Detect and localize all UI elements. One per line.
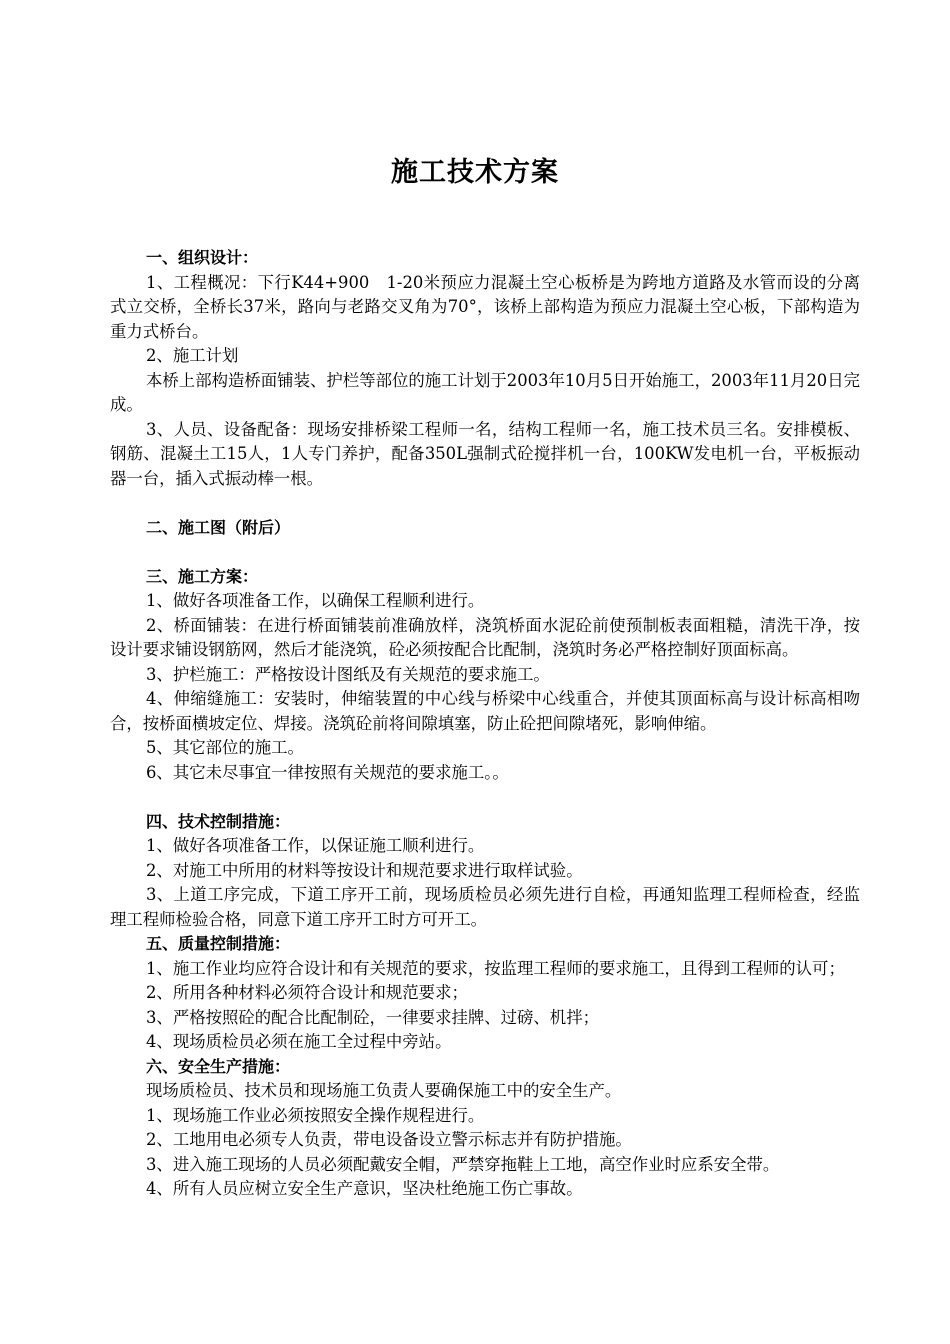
paragraph: 1、现场施工作业必须按照安全操作规程进行。 xyxy=(146,1105,485,1125)
paragraph: 现场质检员、技术员和现场施工负责人要确保施工中的安全生产。 xyxy=(146,1081,622,1100)
paragraph: 4、伸缩缝施工：安装时，伸缩装置的中心线与桥梁中心线重合，并使其顶面标高与设计标高相吻合，按桥面横坡定位、焊接。浇筑砼前将间隙填塞，防止砼把间隙堵死，影响伸缩。 xyxy=(110,689,860,733)
section-technical-control xyxy=(110,810,860,933)
document-body xyxy=(110,246,860,1202)
section-construction-plan xyxy=(110,565,860,786)
spacer xyxy=(110,785,860,810)
section-heading: 二、施工图（附后） xyxy=(146,517,291,537)
paragraph: 4、所有人员应树立安全生产意识，坚决杜绝施工伤亡事故。 xyxy=(146,1179,583,1198)
paragraph: 3、严格按照砼的配合比配制砼，一律要求挂牌、过磅、机拌； xyxy=(146,1007,599,1027)
document-title: 施工技术方案 xyxy=(391,157,559,188)
paragraph: 3、人员、设备配备：现场安排桥梁工程师一名，结构工程师一名，施工技术员三名。安排模板、钢筋、混凝土工15人，1人专门养护，配备350L强制式砼搅拌机一台，100KW发电机一台，平板振动器一台，插入式振动棒一根。 xyxy=(110,419,860,488)
section-heading: 四、技术控制措施： xyxy=(146,811,291,831)
paragraph: 2、所用各种材料必须符合设计和规范要求； xyxy=(146,983,468,1002)
paragraph: 3、进入施工现场的人员必须配戴安全帽，严禁穿拖鞋上工地，高空作业时应系安全带。 xyxy=(146,1154,780,1174)
spacer xyxy=(110,540,860,565)
paragraph: 1、施工作业均应符合设计和有关规范的要求，按监理工程师的要求施工，且得到工程师的认可； xyxy=(146,958,845,978)
paragraph: 2、施工计划 xyxy=(146,346,239,365)
paragraph: 3、上道工序完成，下道工序开工前，现场质检员必须先进行自检，再通知监理工程师检查，经监理工程师检验合格，同意下道工序开工时方可开工。 xyxy=(110,885,860,929)
section-drawings xyxy=(110,516,860,541)
paragraph: 本桥上部构造桥面铺装、护栏等部位的施工计划于2003年10月5日开始施工，2003年11月20日完成。 xyxy=(110,370,860,414)
paragraph: 5、其它部位的施工。 xyxy=(146,738,304,757)
section-heading: 六、安全生产措施： xyxy=(146,1056,291,1076)
paragraph: 4、现场质检员必须在施工全过程中旁站。 xyxy=(146,1032,452,1051)
section-heading: 三、施工方案： xyxy=(146,566,259,586)
spacer xyxy=(110,491,860,516)
paragraph: 3、护栏施工：严格按设计图纸及有关规范的要求施工。 xyxy=(146,664,550,684)
paragraph: 6、其它未尽事宜一律按照有关规范的要求施工。。 xyxy=(146,762,509,782)
paragraph: 2、对施工中所用的材料等按设计和规范要求进行取样试验。 xyxy=(146,860,583,880)
section-safety xyxy=(110,1055,860,1202)
section-heading: 五、质量控制措施： xyxy=(146,934,291,953)
paragraph: 1、工程概况：下行K44+900 1-20米预应力混凝土空心板桥是为跨地方道路及水管而设的分离式立交桥，全桥长37米，路向与老路交叉角为70°，该桥上部构造为预应力混凝土空心板，下部构造为重力式桥台。 xyxy=(110,272,860,341)
paragraph: 1、做好各项准备工作，以确保工程顺利进行。 xyxy=(146,591,485,610)
section-quality-control xyxy=(110,932,860,1055)
paragraph: 2、桥面铺装：在进行桥面铺装前准确放样，浇筑桥面水泥砼前使预制板表面粗糙，清洗干净，按设计要求铺设钢筋网，然后才能浇筑，砼必须按配合比配制，浇筑时务必严格控制好顶面标高。 xyxy=(110,615,860,659)
section-heading: 一、组织设计： xyxy=(146,248,259,267)
paragraph: 1、做好各项准备工作，以保证施工顺利进行。 xyxy=(146,836,485,855)
paragraph: 2、工地用电必须专人负责，带电设备设立警示标志并有防护措施。 xyxy=(146,1130,632,1149)
section-organization xyxy=(110,246,860,491)
